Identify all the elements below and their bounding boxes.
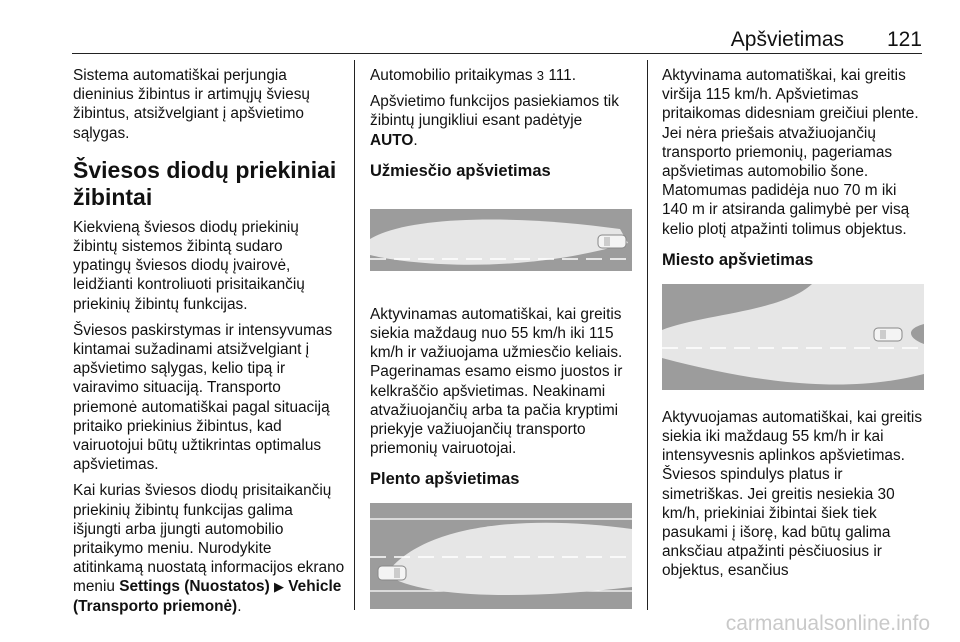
figure-country-light [370,195,632,287]
column-3 [662,66,924,588]
heading-country-light: Užmiesčio apšvietimas [370,161,551,180]
paragraph-country-light: Aktyvinamas automatiškai, kai greitis siekia maždaug nuo 55 km/h iki 115 km/h ir važiuojama užmiesčio keliais. Pagerinamas esamo eismo juostos ir kelkraščio apšvietimas. Neakinami atvažiuojančių arba ta pačia kryptimi priekyje važiuojančių transporto priemonių vairuotojai. [370,305,623,458]
town-light-illustration [662,284,924,390]
page-ref-icon: 3 [536,68,545,83]
heading-motorway-light: Plento apšvietimas [370,470,520,489]
watermark: carmanualsonline.info [725,612,930,635]
page-number: 121 [886,28,922,51]
paragraph-motorway-light: Aktyvinama automatiškai, kai greitis viršija 115 km/h. Apšvietimas pritaikomas didesniam greičiui plente. Jei nėra priešais atvažiuojančių transporto priemonių, pageriamas apšvietimas automobilio šone. Matomumas padidėja nuo 70 m iki 140 m ir atsiranda galimybė per visą kelio plotį atpažinti tolimus objektus. [662,67,919,238]
section-title: Apšvietimas [730,28,844,51]
menu-arrow-icon: ▶ [273,579,284,595]
motorway-light-illustration [370,503,632,609]
paragraph-settings-menu: Kai kurias šviesos diodų prisitaikančių priekinių žibintų funkcijas galima išjungti arba įjungti automobilio pritaikymo meniu. Nurodykite atitinkamą nuostatą informacijos ekrano meniu Settings (Nuostatos) ▶ Vehicle (Transporto priemonė). [73,482,345,615]
figure-motorway-light [370,503,632,609]
page-header [72,28,922,52]
paragraph-light-distribution: Šviesos paskirstymas ir intensyvumas kintamai sužadinami atsižvelgiant į apšvietimo sąlygas, kelio tipą ir vairavimo situaciją. Transporto priemonė automatiškai pagal situaciją pritaiko priekinius žibintus, kad vairuotojui būtų užtikrintas optimalus apšvietimas. [73,321,333,474]
paragraph-auto-position: Apšvietimo funkcijos pasiekiamos tik žibintų jungikliui esant padėtyje AUTO. [370,93,619,149]
column-1 [73,66,345,623]
menu-path-vehicle: Vehicle (Transporto priemonė) [73,578,342,615]
column-divider-2 [647,60,648,610]
heading-town-light: Miesto apšvietimas [662,250,814,269]
paragraph-vehicle-personalization-ref: Automobilio pritaikymas 3 111. [370,67,576,84]
column-2 [370,66,632,627]
column-divider-1 [354,60,355,610]
paragraph-led-description: Kiekvieną šviesos diodų priekinių žibintų sistemos žibintą sudaro ypatingų šviesos diodų įvairovė, leidžianti kontroliuoti prisitaikančių priekinių žibintų funkcijas. [73,218,305,313]
menu-path-settings: Settings (Nuostatos) [119,578,270,596]
header-rule [72,53,922,54]
paragraph-town-light: Aktyvuojamas automatiškai, kai greitis siekia iki maždaug 55 km/h ir kai intensyvesnis aplinkos apšvietimas. Šviesos spindulys platus ir simetriškas. Jei greitis nesiekia 30 km/h, priekiniai žibintai šiek tiek pasukami į išorę, kad būtų galima anksčiau atpažinti pėsčiuosius ir objektus, esančius [662,408,923,580]
heading-led-headlights: Šviesos diodų priekiniai žibintai [73,156,337,210]
switch-position-auto: AUTO [370,131,414,149]
paragraph-intro: Sistema automatiškai perjungia dieninius žibintus ir artimųjų šviesų žibintus, atsižvelgiant į apšvietimo sąlygas. [73,67,310,142]
country-light-illustration [370,195,632,287]
figure-town-light [662,284,924,390]
